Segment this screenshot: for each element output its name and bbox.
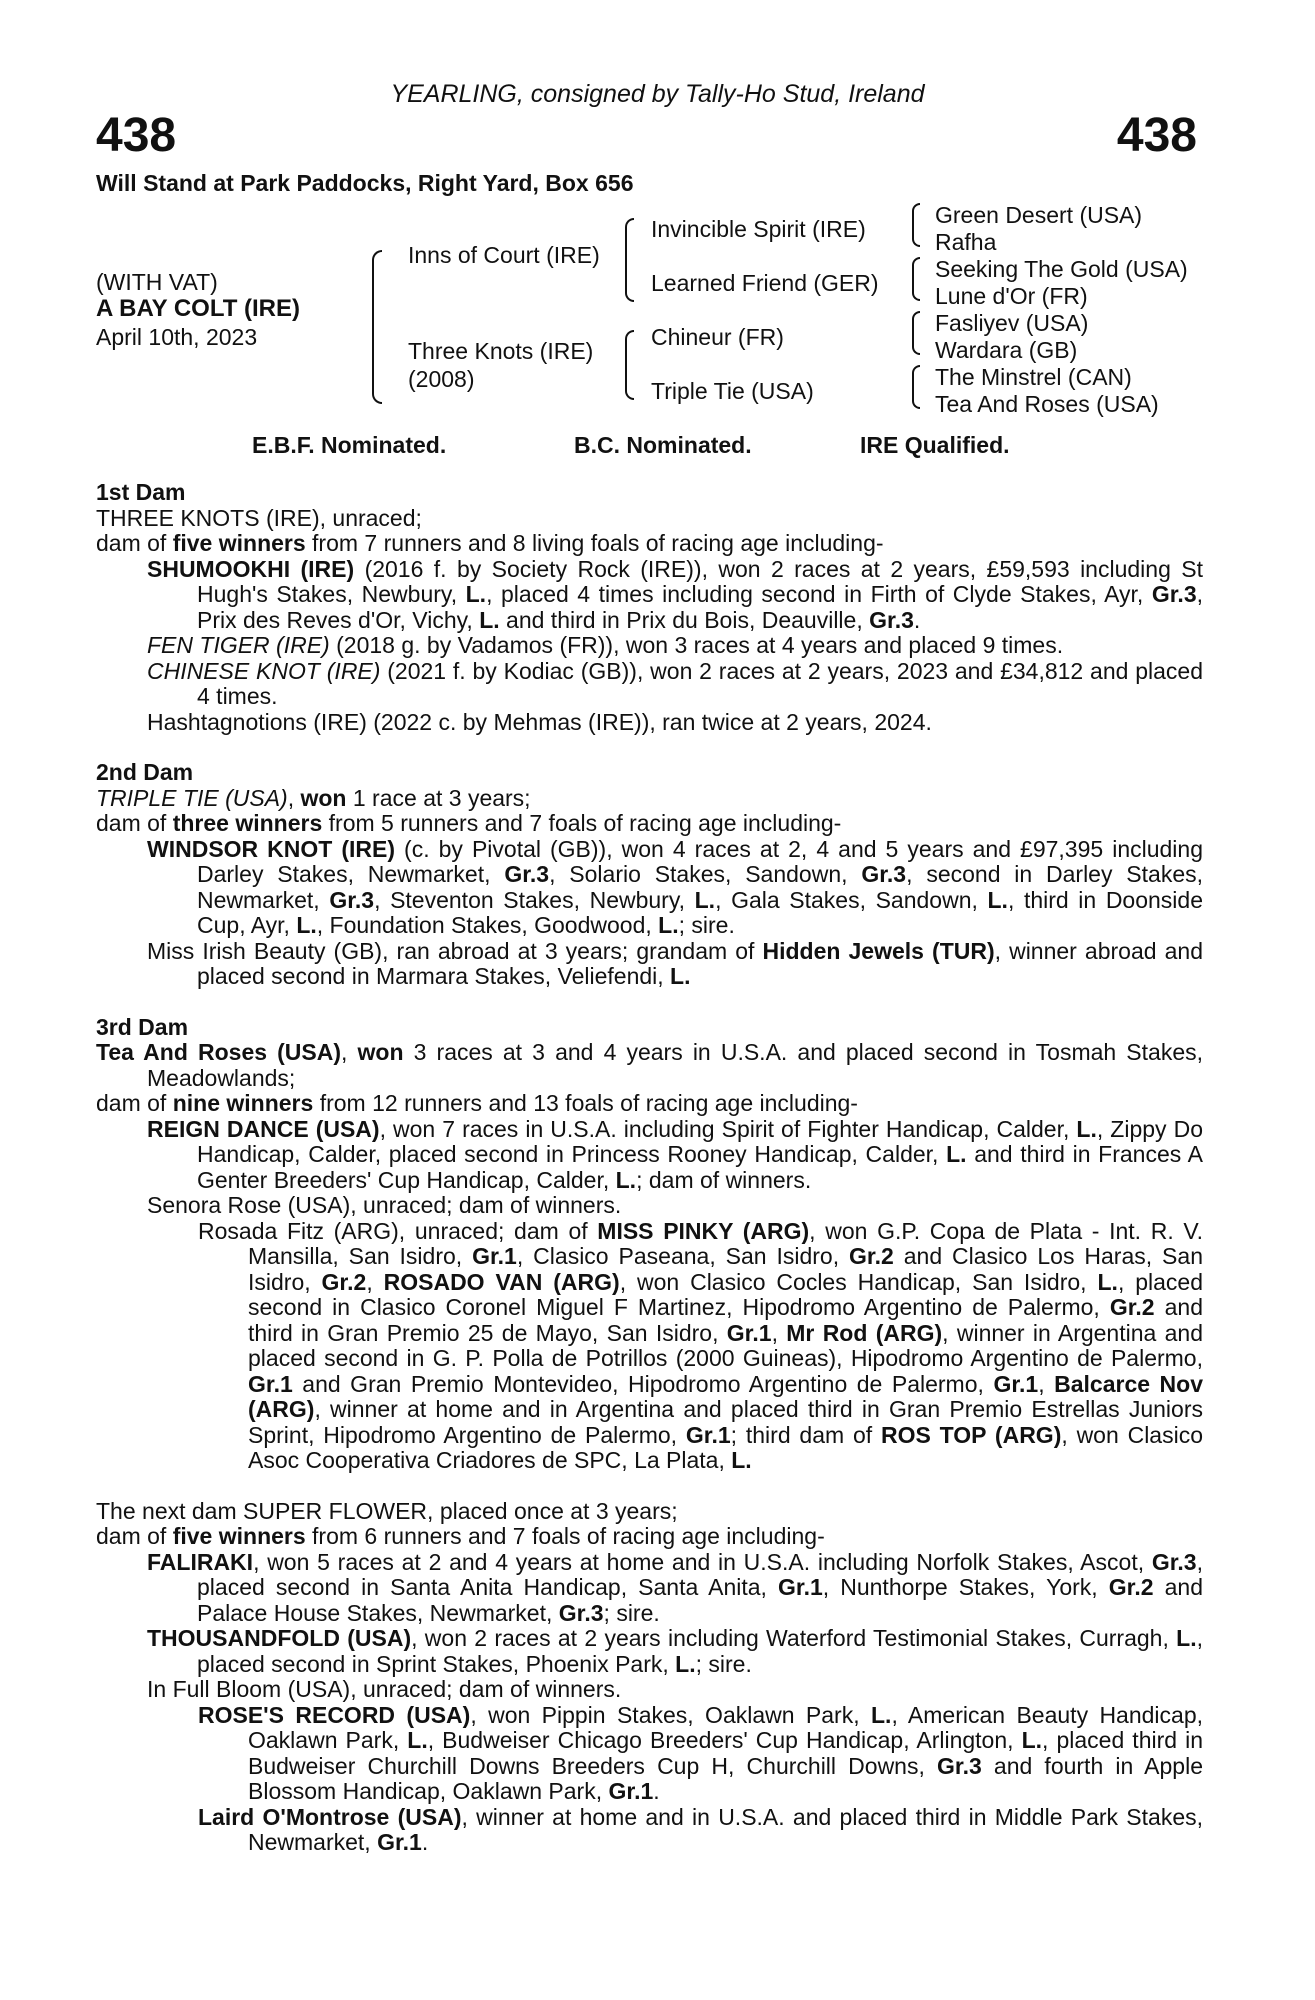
first-dam-heading: 1st Dam (96, 479, 186, 505)
list-item: Laird O'Montrose (USA), winner at home and in U.S.A. and placed third in Middle Park Stakes, Newmarket, Gr.1. (198, 1803, 1204, 1855)
list-item: FEN TIGER (IRE) (2018 g. by Vadamos (FR)), won 3 races at 4 years and placed 9 times. (147, 632, 1064, 658)
pedigree-dam-sire: Chineur (FR) (651, 324, 784, 350)
list-item: WINDSOR KNOT (IRE) (c. by Pivotal (GB)), won 4 races at 2, 4 and 5 years and £97,395 including Darley Stakes, Newmarket, Gr.3, Solario Stakes, Sandown, Gr.3, second in Darley Stakes, Newmarket, Gr.3, Steventon Stakes, Newbury, L., Gala Stakes, Sandown, L., third in Doonside Cup, Ayr, L., Foundation Stakes, Goodwood, L.; sire. (147, 835, 1203, 938)
list-item: SHUMOOKHI (IRE) (2016 f. by Society Rock (IRE)), won 2 races at 2 years, £59,593 including St Hugh's Stakes, Newbury, L., placed 4 times including second in Firth of Clyde Stakes, Ayr, Gr.3, Prix des Reves d'Or, Vichy, L. and third in Prix du Bois, Deauville, Gr.3. (147, 555, 1204, 633)
first-dam-summary: dam of five winners from 7 runners and 8 living foals of racing age including- (96, 530, 884, 556)
pedigree-brace-sd (912, 257, 920, 301)
nomination-ire: IRE Qualified. (860, 432, 1010, 458)
lot-number-right: 438 (1116, 109, 1197, 162)
pedigree-sdd: Lune d'Or (FR) (935, 283, 1088, 309)
list-item: THOUSANDFOLD (USA), won 2 races at 2 years including Waterford Testimonial Stakes, Curragh, L., placed second in Sprint Stakes, Phoenix Park, L.; sire. (147, 1625, 1203, 1677)
third-dam-heading: 3rd Dam (96, 1013, 189, 1040)
pedigree-sss: Green Desert (USA) (935, 202, 1143, 228)
list-item: REIGN DANCE (USA), won 7 races in U.S.A. including Spirit of Fighter Handicap, Calder, L., Zippy Do Handicap, Calder, placed second in Princess Rooney Handicap, Calder, L. and third in Frances A Genter Breeders' Cup Handicap, Calder, L.; dam of winners. (147, 1115, 1203, 1193)
pedigree-dsd: Wardara (GB) (935, 337, 1078, 363)
list-item: Rosada Fitz (ARG), unraced; dam of MISS PINKY (ARG), won G.P. Copa de Plata - Int. R. V. Mansilla, San Isidro, Gr.1, Clasico Paseana, San Isidro, Gr.2 and Clasico Los Haras, San Isidro, Gr.2, ROSADO VAN (ARG), won Clasico Cocles Handicap, San Isidro, L., placed second in Clasico Coronel Miguel F Martinez, Hipodromo Argentino de Palermo, Gr.2 and third in Gran Premio 25 de Mayo, San Isidro, Gr.1, Mr Rod (ARG), winner in Argentina and placed second in G. P. Polla de Potrillos (2000 Guineas), Hipodromo Argentino de Palermo, Gr.1 and Gran Premio Montevideo, Hipodromo Argentino de Palermo, Gr.1, Balcarce Nov (ARG), winner at home and in Argentina and placed third in Gran Premio Estrellas Juniors Sprint, Hipodromo Argentino de Palermo, Gr.1; third dam of ROS TOP (ARG), won Clasico Asoc Cooperativa Criadores de SPC, La Plata, L. (198, 1217, 1204, 1473)
second-dam-line: TRIPLE TIE (USA), won 1 race at 3 years; (96, 784, 531, 811)
pedigree-sire: Inns of Court (IRE) (408, 242, 600, 268)
list-item: In Full Bloom (USA), unraced; dam of winners. (147, 1676, 622, 1702)
pedigree-sire-dam: Learned Friend (GER) (651, 270, 879, 296)
pedigree-sire-sire: Invincible Spirit (IRE) (651, 216, 866, 242)
pedigree-brace-ss (912, 203, 920, 247)
pedigree-brace-dam (625, 330, 634, 400)
list-item: FALIRAKI, won 5 races at 2 and 4 years at home and in U.S.A. including Norfolk Stakes, Ascot, Gr.3, placed second in Santa Anita Handicap, Santa Anita, Gr.1, Nunthorpe Stakes, York, Gr.2 and Palace House Stakes, Newmarket, Gr.3; sire. (147, 1548, 1203, 1626)
list-item: CHINESE KNOT (IRE) (2021 f. by Kodiac (GB)), won 2 races at 2 years, 2023 and £34,812 and placed 4 times. (147, 657, 1203, 709)
third-dam-line: Tea And Roses (USA), won 3 races at 3 and 4 years in U.S.A. and placed second in Tosmah Stakes, Meadowlands; (96, 1039, 1203, 1091)
list-item: Hashtagnotions (IRE) (2022 c. by Mehmas (IRE)), ran twice at 2 years, 2024. (147, 708, 932, 735)
pedigree-dds: The Minstrel (CAN) (935, 364, 1132, 390)
list-item: Senora Rose (USA), unraced; dam of winners. (147, 1192, 622, 1218)
list-item: Miss Irish Beauty (GB), ran abroad at 3 years; grandam of Hidden Jewels (TUR), winner abroad and placed second in Marmara Stakes, Veliefendi, L. (147, 937, 1203, 989)
stand-location: Will Stand at Park Paddocks, Right Yard, Box 656 (96, 170, 634, 196)
horse-name: A BAY COLT (IRE) (96, 295, 301, 322)
pedigree-dam-year: (2008) (408, 366, 475, 392)
pedigree-dam: Three Knots (IRE) (408, 338, 594, 364)
nomination-ebf: E.B.F. Nominated. (252, 432, 447, 458)
pedigree-ssd: Rafha (935, 229, 997, 255)
next-dam-summary: dam of five winners from 6 runners and 7 foals of racing age including- (96, 1523, 825, 1549)
pedigree-ddd: Tea And Roses (USA) (935, 391, 1159, 417)
dam-line-content (96, 480, 1203, 1856)
list-item: ROSE'S RECORD (USA), won Pippin Stakes, Oaklawn Park, L., American Beauty Handicap, Oaklawn Park, L., Budweiser Chicago Breeders' Cup Handicap, Arlington, L., placed third in Budweiser Churchill Downs Breeders Cup H, Churchill Downs, Gr.3 and fourth in Apple Blossom Handicap, Oaklawn Park, Gr.1. (198, 1701, 1204, 1804)
catalogue-subtitle: YEARLING, consigned by Tally-Ho Stud, Ireland (390, 80, 925, 108)
second-dam-heading: 2nd Dam (96, 759, 194, 785)
pedigree-brace-sire (625, 218, 634, 302)
pedigree-brace-dd (912, 365, 920, 409)
first-dam-line: THREE KNOTS (IRE), unraced; (96, 504, 422, 531)
pedigree-dam-dam: Triple Tie (USA) (651, 378, 814, 404)
pedigree-dss: Fasliyev (USA) (935, 310, 1089, 336)
next-dam-line: The next dam SUPER FLOWER, placed once at 3 years; (96, 1497, 678, 1524)
horse-dob: April 10th, 2023 (96, 324, 258, 350)
second-dam-summary: dam of three winners from 5 runners and 7 foals of racing age including- (96, 810, 842, 836)
lot-number-left: 438 (96, 109, 177, 162)
pedigree-brace-main (372, 250, 382, 404)
nomination-bc: B.C. Nominated. (574, 432, 752, 458)
third-dam-summary: dam of nine winners from 12 runners and 13 foals of racing age including- (96, 1090, 858, 1116)
pedigree-sds: Seeking The Gold (USA) (935, 256, 1188, 282)
vat-note: (WITH VAT) (96, 269, 218, 295)
pedigree-brace-ds (912, 311, 920, 355)
